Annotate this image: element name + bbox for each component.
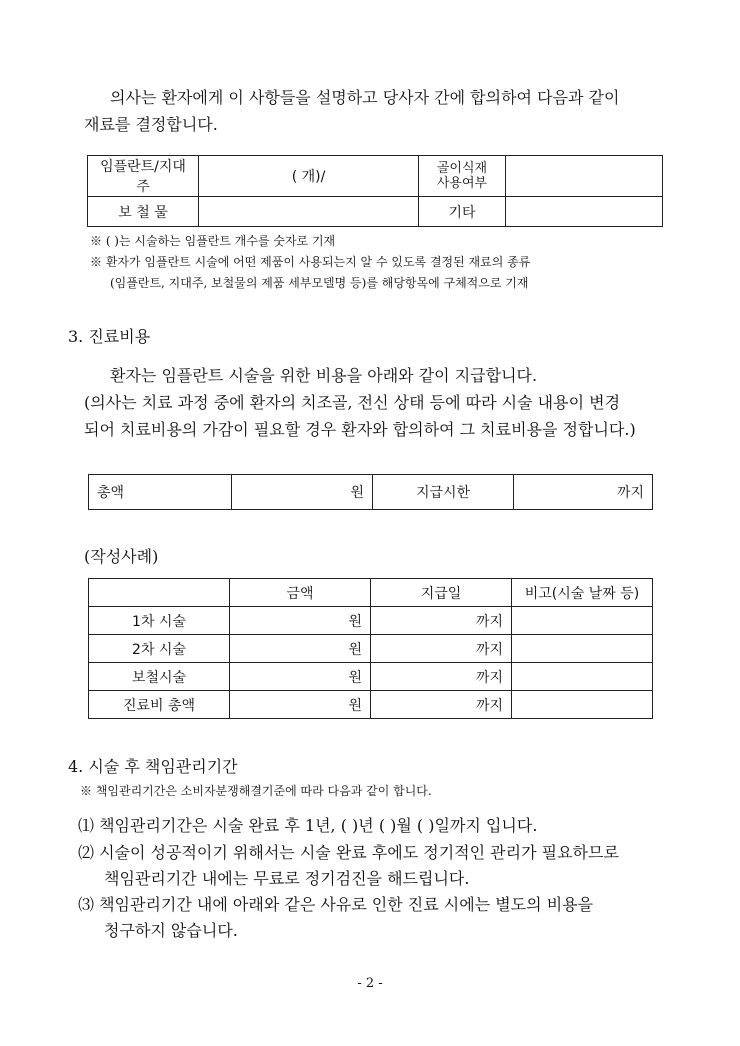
total-amount: 원 xyxy=(232,475,373,510)
row-label: 진료비 총액 xyxy=(89,691,230,719)
payment-deadline-value: 까지 xyxy=(514,475,653,510)
prosthesis-label: 보 철 물 xyxy=(88,197,199,227)
bone-graft-label: 골이식재 사용여부 xyxy=(419,156,506,197)
table-row xyxy=(89,663,653,691)
example-label: (작성사례) xyxy=(84,547,159,566)
row-label: 보철시술 xyxy=(89,663,230,691)
row-remarks xyxy=(512,635,653,663)
row-amount: 원 xyxy=(230,607,371,635)
example-header-date: 지급일 xyxy=(371,579,512,607)
payment-deadline-label: 지급시한 xyxy=(373,475,514,510)
section-4-item-2-line-1: ⑵ 시술이 성공적이기 위해서는 시술 완료 후에도 정기적인 관리가 필요하므로 xyxy=(78,843,619,862)
section-3-title: 3. 진료비용 xyxy=(68,327,151,346)
row-label: 2차 시술 xyxy=(89,635,230,663)
row-remarks xyxy=(512,691,653,719)
note-3: (임플란트, 지대주, 보철물의 제품 세부모델명 등)를 해당항목에 구체적으로 기재 xyxy=(110,276,529,290)
section-4-item-3-line-2: 청구하지 않습니다. xyxy=(104,921,238,940)
implant-abutment-label: 임플란트/지대주 xyxy=(88,156,199,197)
section-4-item-2-line-2: 책임관리기간 내에는 무료로 정기검진을 해드립니다. xyxy=(104,869,470,888)
section-3-paragraph-2: (의사는 치료 과정 중에 환자의 치조골, 전신 상태 등에 따라 시술 내용이 변경 xyxy=(84,393,621,412)
material-table xyxy=(87,155,663,227)
section-4-item-3-line-1: ⑶ 책임관리기간 내에 아래와 같은 사유로 인한 진료 시에는 별도의 비용을 xyxy=(78,895,594,914)
example-header-remarks: 비고(시술 날짜 등) xyxy=(512,579,653,607)
total-cost-table xyxy=(88,474,653,510)
section-3-paragraph-3: 되어 치료비용의 가감이 필요할 경우 환자와 합의하여 그 치료비용을 정합니다.) xyxy=(84,420,636,439)
row-date: 까지 xyxy=(371,663,512,691)
intro-line-2: 재료를 결정합니다. xyxy=(84,115,218,134)
row-remarks xyxy=(512,607,653,635)
section-3-paragraph-1: 환자는 임플란트 시술을 위한 비용을 아래와 같이 지급합니다. xyxy=(110,366,538,385)
page-number: - 2 - xyxy=(357,976,383,991)
table-row xyxy=(89,635,653,663)
note-2: ※ 환자가 임플란트 시술에 어떤 제품이 사용되는지 알 수 있도록 결정된 재료의 종류 xyxy=(90,255,531,269)
bone-graft-value xyxy=(506,156,663,197)
etc-label: 기타 xyxy=(419,197,506,227)
section-4-note: ※ 책임관리기간은 소비자분쟁해결기준에 따라 다음과 같이 합니다. xyxy=(80,784,432,798)
etc-value xyxy=(506,197,663,227)
prosthesis-value xyxy=(199,197,419,227)
row-amount: 원 xyxy=(230,635,371,663)
row-amount: 원 xyxy=(230,663,371,691)
section-4-item-1: ⑴ 책임관리기간은 시술 완료 후 1년, ( )년 ( )월 ( )일까지 입니다. xyxy=(78,816,538,835)
section-4-title: 4. 시술 후 책임관리기간 xyxy=(68,757,238,776)
row-remarks xyxy=(512,663,653,691)
table-row xyxy=(89,691,653,719)
row-date: 까지 xyxy=(371,691,512,719)
table-row xyxy=(89,607,653,635)
note-1: ※ ( )는 시술하는 임플란트 개수를 숫자로 기재 xyxy=(90,234,336,248)
example-header-blank xyxy=(89,579,230,607)
implant-count-field: ( 개)/ xyxy=(199,156,419,197)
total-label: 총액 xyxy=(89,475,232,510)
row-date: 까지 xyxy=(371,635,512,663)
intro-line-1: 의사는 환자에게 이 사항들을 설명하고 당사자 간에 합의하여 다음과 같이 xyxy=(110,88,620,107)
row-date: 까지 xyxy=(371,607,512,635)
example-table xyxy=(88,578,653,719)
example-header-amount: 금액 xyxy=(230,579,371,607)
row-amount: 원 xyxy=(230,691,371,719)
row-label: 1차 시술 xyxy=(89,607,230,635)
